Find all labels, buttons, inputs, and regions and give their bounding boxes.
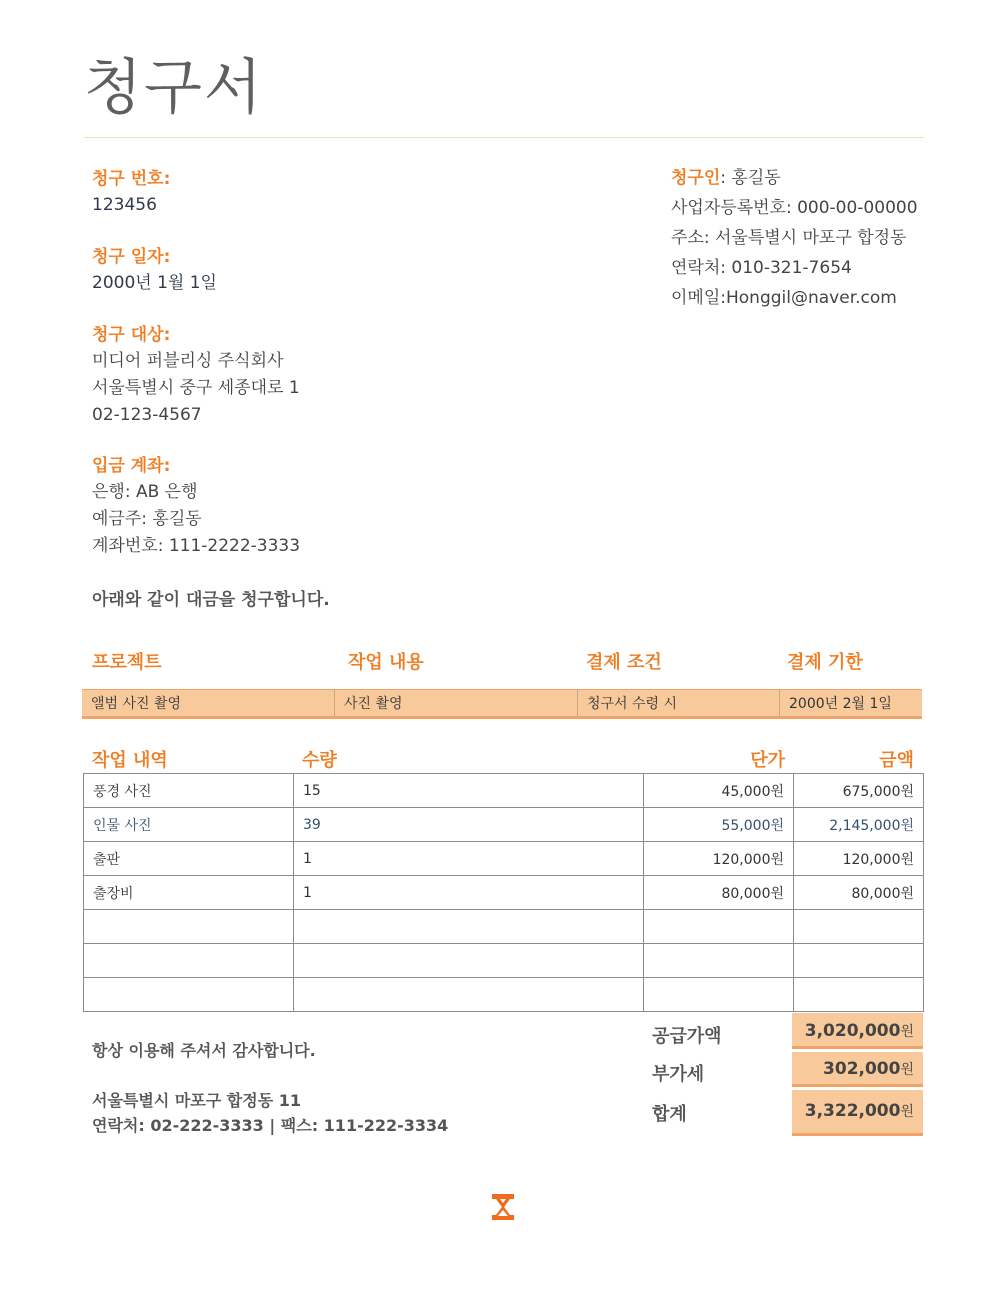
intro-text: 아래와 같이 대금을 청구합니다. xyxy=(92,590,330,610)
vat-value-box xyxy=(792,1052,923,1087)
table-row xyxy=(84,876,924,910)
invoice-date-value: 2000년 1월 1일 xyxy=(92,273,217,293)
sender-name: : 홍길동 xyxy=(720,168,781,188)
vat-label: 부가세 xyxy=(652,1064,705,1085)
amount-cell: 80,000원 xyxy=(794,876,924,910)
item-table xyxy=(83,773,924,1012)
deposit-section xyxy=(92,453,300,560)
item-name-cell: 출장비 xyxy=(84,876,294,910)
table-row xyxy=(84,842,924,876)
item-name-cell xyxy=(84,944,294,978)
quantity-cell xyxy=(294,944,644,978)
quantity-header: 수량 xyxy=(302,750,337,771)
sender-section xyxy=(671,163,918,313)
subtotal-label: 공급가액 xyxy=(652,1026,722,1047)
project-row xyxy=(82,690,922,718)
payment-due-cell: 2000년 2월 1일 xyxy=(780,690,923,718)
project-header: 프로젝트 xyxy=(92,652,162,673)
table-row xyxy=(84,774,924,808)
amount-cell: 675,000원 xyxy=(794,774,924,808)
project-cell: 앨범 사진 촬영 xyxy=(82,690,335,718)
subtotal-value-box xyxy=(792,1013,923,1049)
work-content-cell: 사진 촬영 xyxy=(335,690,578,718)
footer-address: 서울특별시 마포구 합정동 11 xyxy=(92,1091,301,1110)
unit-price-cell xyxy=(644,978,794,1012)
sender-email: 이메일:Honggil@naver.com xyxy=(671,288,897,308)
invoice-number-value: 123456 xyxy=(92,195,157,215)
page-title: 청구서 xyxy=(84,53,264,123)
deposit-bank: 은행: AB 은행 xyxy=(92,482,198,502)
invoice-number-section xyxy=(92,166,170,218)
payment-terms-header: 결제 조건 xyxy=(586,652,662,673)
subtotal-value: 3,020,000 xyxy=(804,1021,901,1041)
invoice-date-label: 청구 일자: xyxy=(92,247,171,267)
amount-cell: 2,145,000원 xyxy=(794,808,924,842)
sender-phone: 연락처: 010-321-7654 xyxy=(671,258,852,278)
total-value-box xyxy=(792,1090,923,1136)
vat-unit: 원 xyxy=(900,1062,914,1078)
amount-cell: 120,000원 xyxy=(794,842,924,876)
deposit-holder: 예금주: 홍길동 xyxy=(92,509,202,529)
total-unit: 원 xyxy=(900,1104,914,1120)
table-row xyxy=(84,910,924,944)
payment-terms-cell: 청구서 수령 시 xyxy=(578,690,780,718)
title-divider xyxy=(84,137,924,138)
deposit-account: 계좌번호: 111-2222-3333 xyxy=(92,536,301,556)
unit-price-cell xyxy=(644,944,794,978)
invoice-number-label: 청구 번호: xyxy=(92,169,171,189)
quantity-cell xyxy=(294,978,644,1012)
total-label: 합계 xyxy=(652,1104,687,1125)
amount-cell xyxy=(794,978,924,1012)
unit-price-header: 단가 xyxy=(750,750,785,771)
bill-to-address: 서울특별시 중구 세종대로 1 xyxy=(92,378,300,398)
total-value: 3,322,000 xyxy=(804,1101,901,1121)
subtotal-unit: 원 xyxy=(900,1024,914,1040)
vat-value: 302,000 xyxy=(823,1059,901,1079)
unit-price-cell: 55,000원 xyxy=(644,808,794,842)
invoice-date-section xyxy=(92,244,217,296)
project-table xyxy=(82,689,922,719)
unit-price-cell: 120,000원 xyxy=(644,842,794,876)
unit-price-cell: 45,000원 xyxy=(644,774,794,808)
quantity-cell: 1 xyxy=(294,842,644,876)
bill-to-section xyxy=(92,322,300,429)
item-name-cell: 풍경 사진 xyxy=(84,774,294,808)
item-header: 작업 내역 xyxy=(92,750,168,771)
payment-due-header: 결제 기한 xyxy=(787,652,863,673)
table-row xyxy=(84,808,924,842)
unit-price-cell: 80,000원 xyxy=(644,876,794,910)
amount-cell xyxy=(794,944,924,978)
quantity-cell: 1 xyxy=(294,876,644,910)
table-row xyxy=(84,944,924,978)
sender-address: 주소: 서울특별시 마포구 합정동 xyxy=(671,228,907,248)
quantity-cell: 15 xyxy=(294,774,644,808)
hourglass-logo-icon xyxy=(489,1192,517,1222)
item-name-cell xyxy=(84,910,294,944)
item-name-cell xyxy=(84,978,294,1012)
thanks-text: 항상 이용해 주셔서 감사합니다. xyxy=(92,1041,316,1060)
item-name-cell: 출판 xyxy=(84,842,294,876)
quantity-cell xyxy=(294,910,644,944)
sender-business-number: 사업자등록번호: 000-00-00000 xyxy=(671,198,918,218)
sender-name-line xyxy=(671,163,918,193)
quantity-cell: 39 xyxy=(294,808,644,842)
sender-label: 청구인 xyxy=(671,168,721,188)
bill-to-company: 미디어 퍼블리싱 주식회사 xyxy=(92,351,284,371)
table-row xyxy=(84,978,924,1012)
footer-contact-block xyxy=(92,1088,448,1138)
bill-to-phone: 02-123-4567 xyxy=(92,405,202,425)
footer-contact: 연락처: 02-222-3333 | 팩스: 111-222-3334 xyxy=(92,1116,449,1135)
amount-header: 금액 xyxy=(879,750,914,771)
item-name-cell: 인물 사진 xyxy=(84,808,294,842)
amount-cell xyxy=(794,910,924,944)
bill-to-label: 청구 대상: xyxy=(92,325,171,345)
deposit-label: 입금 계좌: xyxy=(92,456,171,476)
unit-price-cell xyxy=(644,910,794,944)
work-content-header: 작업 내용 xyxy=(348,652,424,673)
